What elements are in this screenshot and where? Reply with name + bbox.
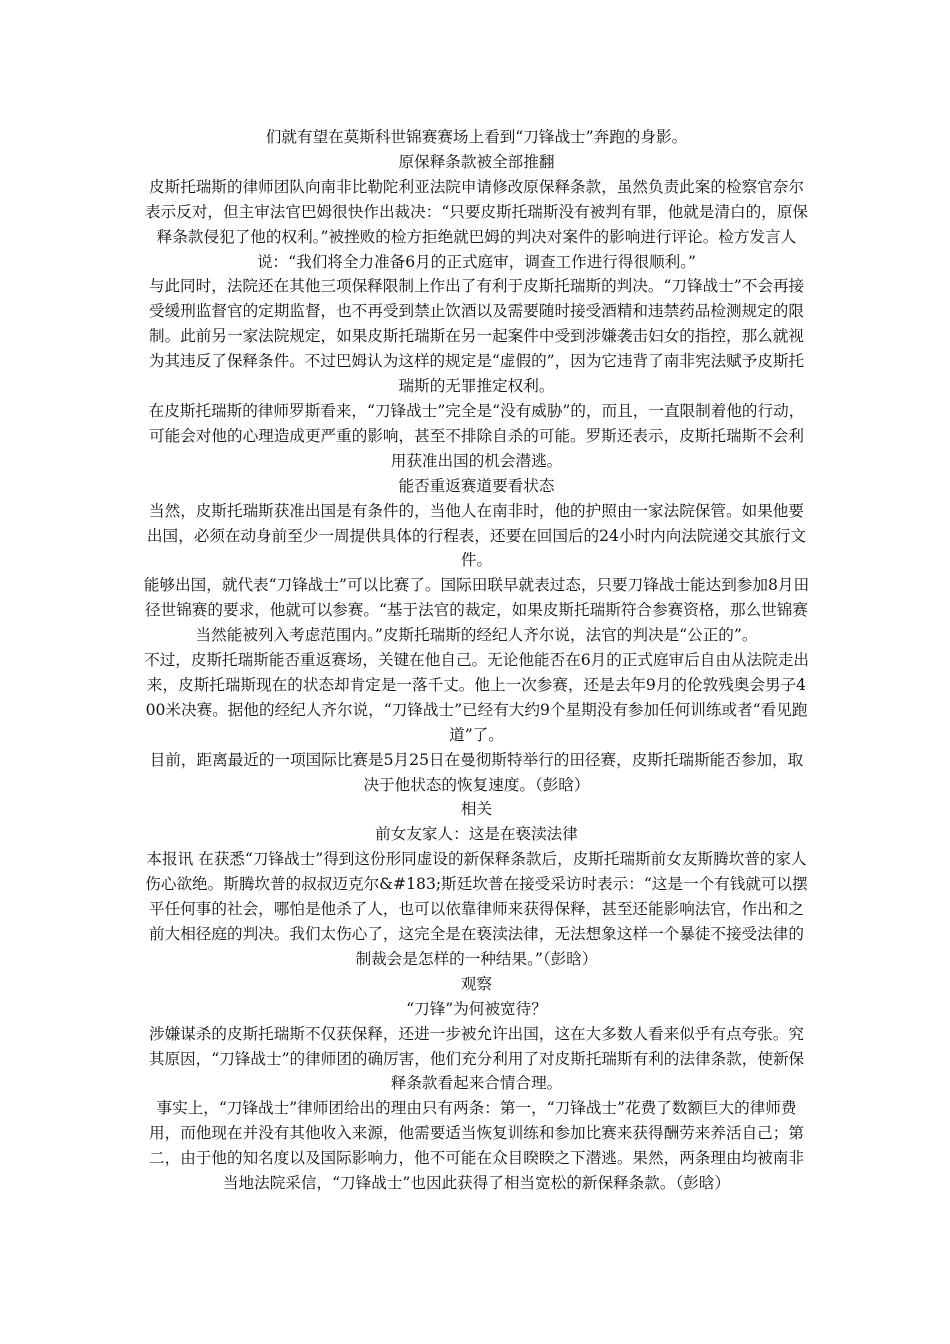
section-label-related: 相关 — [460, 800, 493, 819]
body-paragraph: 在皮斯托瑞斯的律师罗斯看来，“刀锋战士”完全是“没有威胁”的，而且，一直限制着他的行动，可能会对他的心理造成更严重的影响，甚至不排除自杀的可能。罗斯还表示，皮斯托瑞斯不会利用获准出国的机会潜逃。 — [148, 401, 805, 470]
body-paragraph: 能够出国，就代表“刀锋战士”可以比赛了。国际田联早就表过态，只要刀锋战士能达到参加8月田径世锦赛的要求，他就可以参赛。“基于法官的裁定，如果皮斯托瑞斯符合参赛资格，那么世锦赛当然能被列入考虑范围内。”皮斯托瑞斯的经纪人齐尔说，法官的判决是“公正的”。 — [143, 576, 810, 645]
section-heading-family: 前女友家人：这是在亵渎法律 — [375, 825, 578, 844]
continued-paragraph: 们就有望在莫斯科世锦赛赛场上看到“刀锋战士”奔跑的身影。 — [265, 128, 688, 146]
body-paragraph: 当然，皮斯托瑞斯获准出国是有条件的，当他人在南非时，他的护照由一家法院保管。如果他要出国，必须在动身前至少一周提供具体的行程表，还要在回国后的24小时内向法院递交其旅行文件。 — [146, 501, 807, 570]
section-heading-return-to-track: 能否重返赛道要看状态 — [398, 476, 555, 495]
section-heading-bail-terms: 原保释条款被全部推翻 — [398, 152, 555, 171]
body-paragraph: 本报讯 在获悉“刀锋战士”得到这份形同虚设的新保释条款后，皮斯托瑞斯前女友斯腾坎普的家人伤心欲绝。斯腾坎普的叔叔迈克尔&#183;斯廷坎普在接受采访时表示：“这是一个有钱就可以摆平任何事的社会，哪怕是他杀了人，也可以依靠律师来获得保释，甚至还能影响法官，作出和之前大相径庭的判决。我们太伤心了，这完全是在亵渎法律，无法想象这样一个暴徒不接受法律的制裁会是怎样的一种结果。”（彭晗） — [145, 850, 808, 968]
document-body — [143, 125, 810, 1196]
body-paragraph: 皮斯托瑞斯的律师团队向南非比勒陀利亚法院申请修改原保释条款，虽然负责此案的检察官奈尔表示反对，但主审法官巴姆很快作出裁决：“只要皮斯托瑞斯没有被判有罪，他就是清白的，原保释条款侵犯了他的权利。”被挫败的检方拒绝就巴姆的判决对案件的影响进行评论。检方发言人说：“我们将全力准备6月的正式庭审，调查工作进行得很顺利。” — [145, 177, 808, 271]
body-paragraph: 与此同时，法院还在其他三项保释限制上作出了有利于皮斯托瑞斯的判决。“刀锋战士”不会再接受缓刑监督官的定期监督，也不再受到禁止饮酒以及需要随时接受酒精和违禁药品检测规定的限制。此前另一家法院规定，如果皮斯托瑞斯在另一起案件中受到涉嫌袭击妇女的指控，那么就视为其违反了保释条件。不过巴姆认为这样的规定是“虚假的”，因为它违背了南非宪法赋予皮斯托瑞斯的无罪推定权利。 — [148, 277, 805, 396]
section-heading-why-lenient: “刀锋”为何被宽待？ — [406, 999, 547, 1018]
body-paragraph: 涉嫌谋杀的皮斯托瑞斯不仅获保释，还进一步被允许出国，这在大多数人看来似乎有点夸张。究其原因，“刀锋战士”的律师团的确厉害，他们充分利用了对皮斯托瑞斯有利的法律条款，使新保释条款看起来合情合理。 — [148, 1024, 805, 1093]
body-paragraph: 不过，皮斯托瑞斯能否重返赛场，关键在他自己。无论他能否在6月的正式庭审后自由从法院走出来，皮斯托瑞斯现在的状态却肯定是一落千丈。他上一次参赛，还是去年9月的伦敦残奥会男子400米决赛。据他的经纪人齐尔说，“刀锋战士”已经有大约9个星期没有参加任何训练或者“看见跑道”了。 — [144, 651, 809, 744]
section-label-observation: 观察 — [460, 974, 493, 993]
body-paragraph: 事实上，“刀锋战士”律师团给出的理由只有两条：第一，“刀锋战士”花费了数额巨大的律师费用，而他现在并没有其他收入来源，他需要适当恢复训练和参加比赛来获得酬劳来养活自己；第二，由于他的知名度以及国际影响力，他不可能在众目睽睽之下潜逃。果然，两条理由均被南非当地法院采信，“刀锋战士”也因此获得了相当宽松的新保释条款。（彭晗） — [149, 1099, 804, 1193]
body-paragraph: 目前，距离最近的一项国际比赛是5月25日在曼彻斯特举行的田径赛，皮斯托瑞斯能否参加，取决于他状态的恢复速度。（彭晗） — [149, 750, 804, 794]
